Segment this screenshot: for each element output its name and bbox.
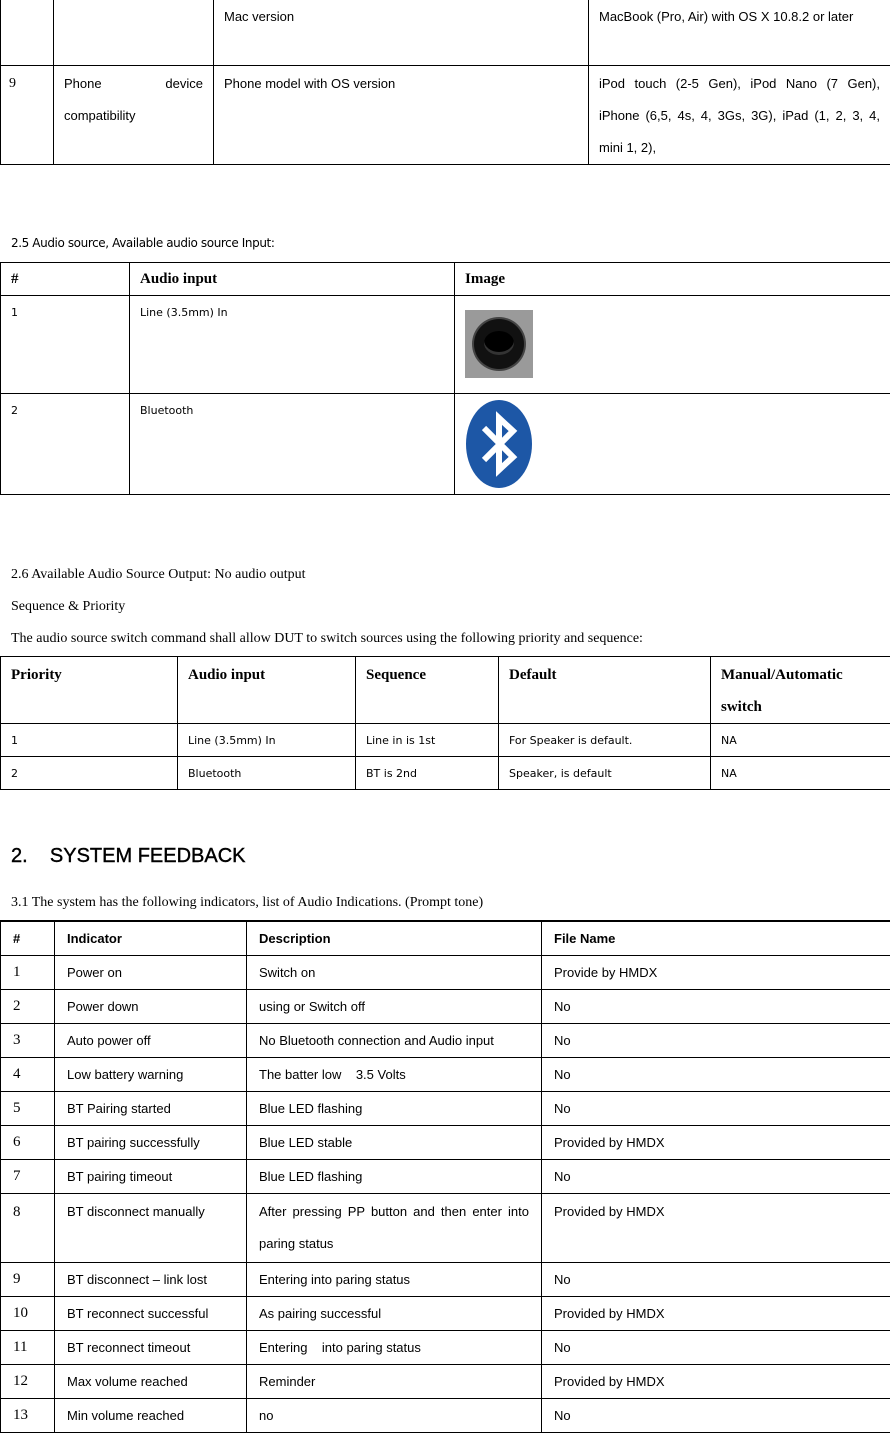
- table-row: [1, 1297, 890, 1331]
- table-row: [1, 990, 890, 1024]
- default-cell: For Speaker is default.: [499, 724, 711, 757]
- row-number: 2: [1, 990, 55, 1024]
- indicators-intro: 3.1 The system has the following indicators, list of Audio Indications. (Prompt tone): [11, 895, 483, 911]
- section-2-5-heading: 2.5 Audio source, Available audio source Input:: [11, 236, 274, 250]
- row-number: 10: [1, 1297, 55, 1331]
- file-name-cell: Provided by HMDX: [542, 1126, 890, 1160]
- compatibility-table: [0, 0, 890, 165]
- audio-jack-icon: [465, 310, 533, 378]
- file-name-cell: No: [542, 990, 890, 1024]
- header-num: #: [1, 263, 130, 296]
- indicator-cell: BT pairing timeout: [55, 1160, 247, 1194]
- table-row: [1, 724, 890, 757]
- value-cell: MacBook (Pro, Air) with OS X 10.8.2 or later: [589, 0, 890, 66]
- file-name-cell: Provided by HMDX: [542, 1365, 890, 1399]
- table-row: [1, 1160, 890, 1194]
- row-number: 3: [1, 1024, 55, 1058]
- feature-cell: Phone device compatibility: [54, 66, 214, 165]
- row-number: 9: [1, 66, 54, 165]
- section-2-6-heading: 2.6 Available Audio Source Output: No audio output: [11, 567, 306, 583]
- file-name-cell: Provide by HMDX: [542, 956, 890, 990]
- table-row: [1, 1365, 890, 1399]
- file-name-cell: No: [542, 1160, 890, 1194]
- switch-description: The audio source switch command shall allow DUT to switch sources using the following priority and sequence:: [11, 631, 643, 647]
- indicator-cell: BT reconnect timeout: [55, 1331, 247, 1365]
- sequence-priority-label: Sequence & Priority: [11, 599, 125, 615]
- header-switch: Manual/Automatic switch: [711, 657, 890, 724]
- audio-input-cell: Line (3.5mm) In: [178, 724, 356, 757]
- description-cell: no: [247, 1399, 542, 1433]
- description-cell: Reminder: [247, 1365, 542, 1399]
- description-cell: Blue LED stable: [247, 1126, 542, 1160]
- header-num: #: [1, 921, 55, 956]
- indicator-cell: BT Pairing started: [55, 1092, 247, 1126]
- image-cell: [455, 296, 890, 394]
- file-name-cell: Provided by HMDX: [542, 1297, 890, 1331]
- header-audio-input: Audio input: [178, 657, 356, 724]
- row-number: 7: [1, 1160, 55, 1194]
- indicator-cell: BT disconnect – link lost: [55, 1263, 247, 1297]
- file-name-cell: No: [542, 1331, 890, 1365]
- row-number: 5: [1, 1092, 55, 1126]
- header-image: Image: [455, 263, 890, 296]
- row-number: 1: [1, 296, 130, 394]
- header-audio-input: Audio input: [130, 263, 455, 296]
- description-cell: The batter low 3.5 Volts: [247, 1058, 542, 1092]
- description-cell: As pairing successful: [247, 1297, 542, 1331]
- audio-input-cell: Bluetooth: [178, 757, 356, 790]
- table-row: [1, 296, 890, 394]
- row-number: 4: [1, 1058, 55, 1092]
- indicators-table: [0, 920, 890, 1433]
- indicator-cell: Max volume reached: [55, 1365, 247, 1399]
- feature-cell: [54, 0, 214, 66]
- audio-input-table: [0, 262, 890, 495]
- indicator-cell: Power down: [55, 990, 247, 1024]
- image-cell: [455, 394, 890, 495]
- row-number: 2: [1, 394, 130, 495]
- table-row: [1, 1126, 890, 1160]
- table-row: [1, 1194, 890, 1263]
- switch-cell: NA: [711, 724, 890, 757]
- table-header-row: [1, 657, 890, 724]
- description-cell: using or Switch off: [247, 990, 542, 1024]
- header-file-name: File Name: [542, 921, 890, 956]
- audio-input-cell: Bluetooth: [130, 394, 455, 495]
- table-row: [1, 1024, 890, 1058]
- row-number: 12: [1, 1365, 55, 1399]
- bluetooth-icon: [465, 399, 533, 489]
- description-cell: No Bluetooth connection and Audio input: [247, 1024, 542, 1058]
- indicator-cell: BT pairing successfully: [55, 1126, 247, 1160]
- spec-cell: Phone model with OS version: [214, 66, 589, 165]
- priority-cell: 2: [1, 757, 178, 790]
- switch-cell: NA: [711, 757, 890, 790]
- table-row: [1, 1263, 890, 1297]
- sequence-cell: BT is 2nd: [356, 757, 499, 790]
- row-number: 6: [1, 1126, 55, 1160]
- sequence-cell: Line in is 1st: [356, 724, 499, 757]
- priority-cell: 1: [1, 724, 178, 757]
- file-name-cell: No: [542, 1024, 890, 1058]
- indicator-cell: BT disconnect manually: [55, 1194, 247, 1263]
- table-row: [1, 757, 890, 790]
- row-number: 9: [1, 1263, 55, 1297]
- indicator-cell: BT reconnect successful: [55, 1297, 247, 1331]
- description-cell: Entering into paring status: [247, 1263, 542, 1297]
- header-sequence: Sequence: [356, 657, 499, 724]
- description-cell: Blue LED flashing: [247, 1160, 542, 1194]
- priority-table: [0, 656, 890, 790]
- table-header-row: [1, 921, 890, 956]
- file-name-cell: No: [542, 1263, 890, 1297]
- row-number: [1, 0, 54, 66]
- table-header-row: [1, 263, 890, 296]
- indicator-cell: Power on: [55, 956, 247, 990]
- description-cell: After pressing PP button and then enter into paring status: [247, 1194, 542, 1263]
- table-row: [1, 66, 890, 165]
- file-name-cell: Provided by HMDX: [542, 1194, 890, 1263]
- indicator-cell: Low battery warning: [55, 1058, 247, 1092]
- header-indicator: Indicator: [55, 921, 247, 956]
- spec-cell: Mac version: [214, 0, 589, 66]
- file-name-cell: No: [542, 1058, 890, 1092]
- header-description: Description: [247, 921, 542, 956]
- indicator-cell: Auto power off: [55, 1024, 247, 1058]
- row-number: 1: [1, 956, 55, 990]
- table-row: [1, 1058, 890, 1092]
- table-row: [1, 1092, 890, 1126]
- audio-input-cell: Line (3.5mm) In: [130, 296, 455, 394]
- table-row: [1, 1331, 890, 1365]
- table-row: [1, 956, 890, 990]
- header-priority: Priority: [1, 657, 178, 724]
- description-cell: Switch on: [247, 956, 542, 990]
- row-number: 11: [1, 1331, 55, 1365]
- row-number: 13: [1, 1399, 55, 1433]
- table-row: [1, 0, 890, 66]
- description-cell: Entering into paring status: [247, 1331, 542, 1365]
- file-name-cell: No: [542, 1399, 890, 1433]
- header-default: Default: [499, 657, 711, 724]
- system-feedback-title: 2. SYSTEM FEEDBACK: [11, 845, 246, 868]
- table-row: [1, 394, 890, 495]
- description-cell: Blue LED flashing: [247, 1092, 542, 1126]
- default-cell: Speaker, is default: [499, 757, 711, 790]
- value-cell: iPod touch (2-5 Gen), iPod Nano (7 Gen), iPhone (6,5, 4s, 4, 3Gs, 3G), iPad (1, 2, 3, 4, mini 1, 2),: [589, 66, 890, 165]
- row-number: 8: [1, 1194, 55, 1263]
- indicator-cell: Min volume reached: [55, 1399, 247, 1433]
- table-row: [1, 1399, 890, 1433]
- file-name-cell: No: [542, 1092, 890, 1126]
